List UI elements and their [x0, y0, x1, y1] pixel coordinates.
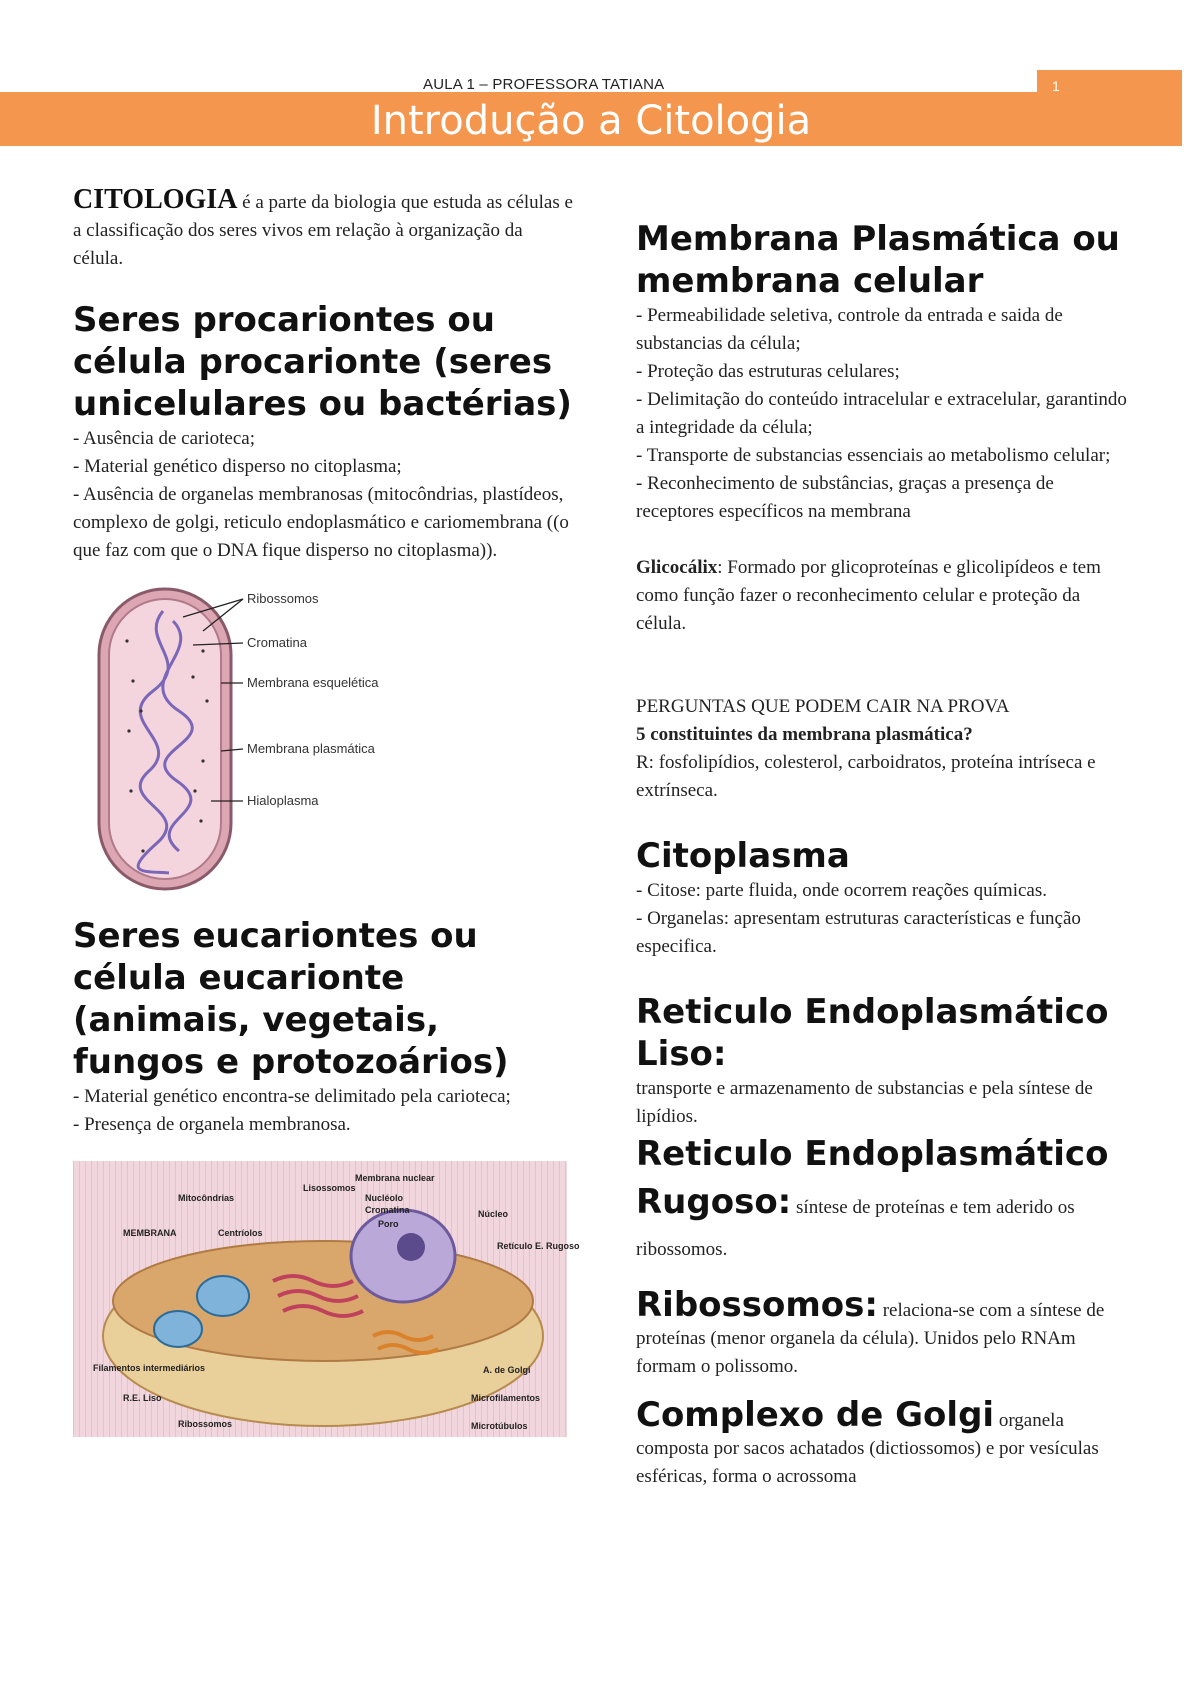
ribossomos-paragraph	[636, 1285, 1131, 1381]
citoplasma-item: - Organelas: apresentam estruturas características e função especifica.	[636, 908, 1081, 957]
page-number: 1	[1052, 78, 1060, 94]
label-membrana-plasmatica: Membrana plasmática	[247, 741, 375, 756]
label-cromatina: Cromatina	[247, 635, 307, 650]
cell-label: R.E. Liso	[123, 1393, 162, 1403]
label-ribossomos: Ribossomos	[247, 591, 319, 606]
cell-label: Centríolos	[218, 1228, 263, 1238]
proc-item: - Material genético disperso no citoplasma;	[73, 456, 402, 477]
ribossomos-heading: Ribossomos:	[636, 1285, 878, 1325]
euc-heading: Seres eucariontes ou célula eucarionte (animais, vegetais, fungos e protozoários)	[73, 916, 509, 1082]
glicocalix-text: : Formado por glicoproteínas e glicolipídeos e tem como função fazer o reconhecimento celular e proteção da célula.	[636, 557, 1101, 634]
eukaryote-illustration	[73, 1161, 580, 1437]
cell-label: Ribossomos	[178, 1419, 233, 1429]
intro-paragraph	[73, 186, 573, 273]
intro-text: é a parte da biologia que estuda as células e a classificação dos seres vivos em relação à organização da célula.	[73, 192, 573, 269]
membrana-item: - Reconhecimento de substâncias, graças a presença de receptores específicos na membrana	[636, 473, 1054, 522]
cell-label: Microtúbulos	[471, 1421, 528, 1431]
proc-item: - Ausência de organelas membranosas (mitocôndrias, plastídeos, complexo de golgi, reticulo endoplasmático e cariomembrana ((o que faz com que o DNA fique disperso no citoplasma)).	[73, 484, 569, 561]
glicocalix-paragraph	[636, 554, 1131, 638]
cell-label: Nucléolo	[365, 1193, 404, 1203]
proc-item: - Ausência de carioteca;	[73, 428, 255, 449]
membrana-item: - Proteção das estruturas celulares;	[636, 361, 900, 382]
golgi-heading: Complexo de Golgi	[636, 1395, 995, 1435]
golgi-text: organela composta por sacos achatados (dictiossomos) e por vesículas esféricas, forma o acrossoma	[636, 1410, 1099, 1487]
rer-paragraph	[636, 1133, 1131, 1271]
citoplasma-item: - Citose: parte fluida, onde ocorrem reações químicas.	[636, 880, 1047, 901]
intro-lead: CITOLOGIA	[73, 184, 238, 215]
mitochondrion	[197, 1276, 249, 1316]
cell-label: Filamentos intermediários	[93, 1363, 206, 1373]
euc-item: - Presença de organela membranosa.	[73, 1114, 351, 1135]
membrana-item: - Permeabilidade seletiva, controle da entrada e saida de substancias da célula;	[636, 305, 1063, 354]
bacterium-illustration	[83, 581, 413, 901]
running-title: AULA 1 – PROFESSORA TATIANA	[423, 76, 665, 93]
membrana-heading: Membrana Plasmática ou membrana celular	[636, 219, 1120, 301]
cell-label: Poro	[378, 1219, 399, 1229]
cell-label: Membrana nuclear	[355, 1173, 435, 1183]
page-title: Introdução a Citologia	[370, 98, 812, 144]
cell-label: Retículo E. Rugoso	[497, 1241, 580, 1251]
rel-heading: Reticulo Endoplasmático Liso:	[636, 992, 1109, 1074]
perguntas-question: 5 constituintes da membrana plasmática?	[636, 724, 973, 745]
euc-item: - Material genético encontra-se delimitado pela carioteca;	[73, 1086, 511, 1107]
ribossomos-text: relaciona-se com a síntese de proteínas (menor organela da célula). Unidos pelo RNAm formam o polissomo.	[636, 1300, 1105, 1377]
membrana-item: - Transporte de substancias essenciais ao metabolismo celular;	[636, 445, 1111, 466]
perguntas-answer: R: fosfolipídios, colesterol, carboidratos, proteína intríseca e extrínseca.	[636, 752, 1096, 801]
glicocalix-lead: Glicocálix	[636, 557, 718, 578]
perguntas-title: PERGUNTAS QUE PODEM CAIR NA PROVA	[636, 696, 1010, 717]
cell-label: Núcleo	[478, 1209, 509, 1219]
cell-label: A. de Golgi	[483, 1365, 531, 1375]
cell-label: Cromatina	[365, 1205, 410, 1215]
right-column	[636, 186, 1131, 1491]
golgi-paragraph	[636, 1395, 1131, 1491]
cell-label: Microfilamentos	[471, 1393, 541, 1403]
rel-text: transporte e armazenamento de substancias e pela síntese de lipídios.	[636, 1078, 1093, 1127]
label-hialoplasma: Hialoplasma	[247, 793, 319, 808]
cell-label: Mitocôndrias	[178, 1193, 235, 1203]
cell-label: Lisossomos	[303, 1183, 356, 1193]
proc-heading: Seres procariontes ou célula procarionte (seres unicelulares ou bactérias)	[73, 300, 572, 424]
bacterium-diagram	[83, 581, 413, 901]
label-membrana-esqueletica: Membrana esquelética	[247, 675, 379, 690]
citoplasma-heading: Citoplasma	[636, 836, 850, 876]
rer-heading: Reticulo Endoplasmático Rugoso:	[636, 1134, 1109, 1222]
rer-text: síntese de proteínas e tem aderido os ribossomos.	[636, 1197, 1075, 1260]
cell-label: MEMBRANA	[123, 1228, 177, 1238]
eukaryote-diagram	[73, 1161, 580, 1437]
membrana-item: - Delimitação do conteúdo intracelular e extracelular, garantindo a integridade da célula;	[636, 389, 1127, 438]
left-column	[73, 184, 580, 1437]
